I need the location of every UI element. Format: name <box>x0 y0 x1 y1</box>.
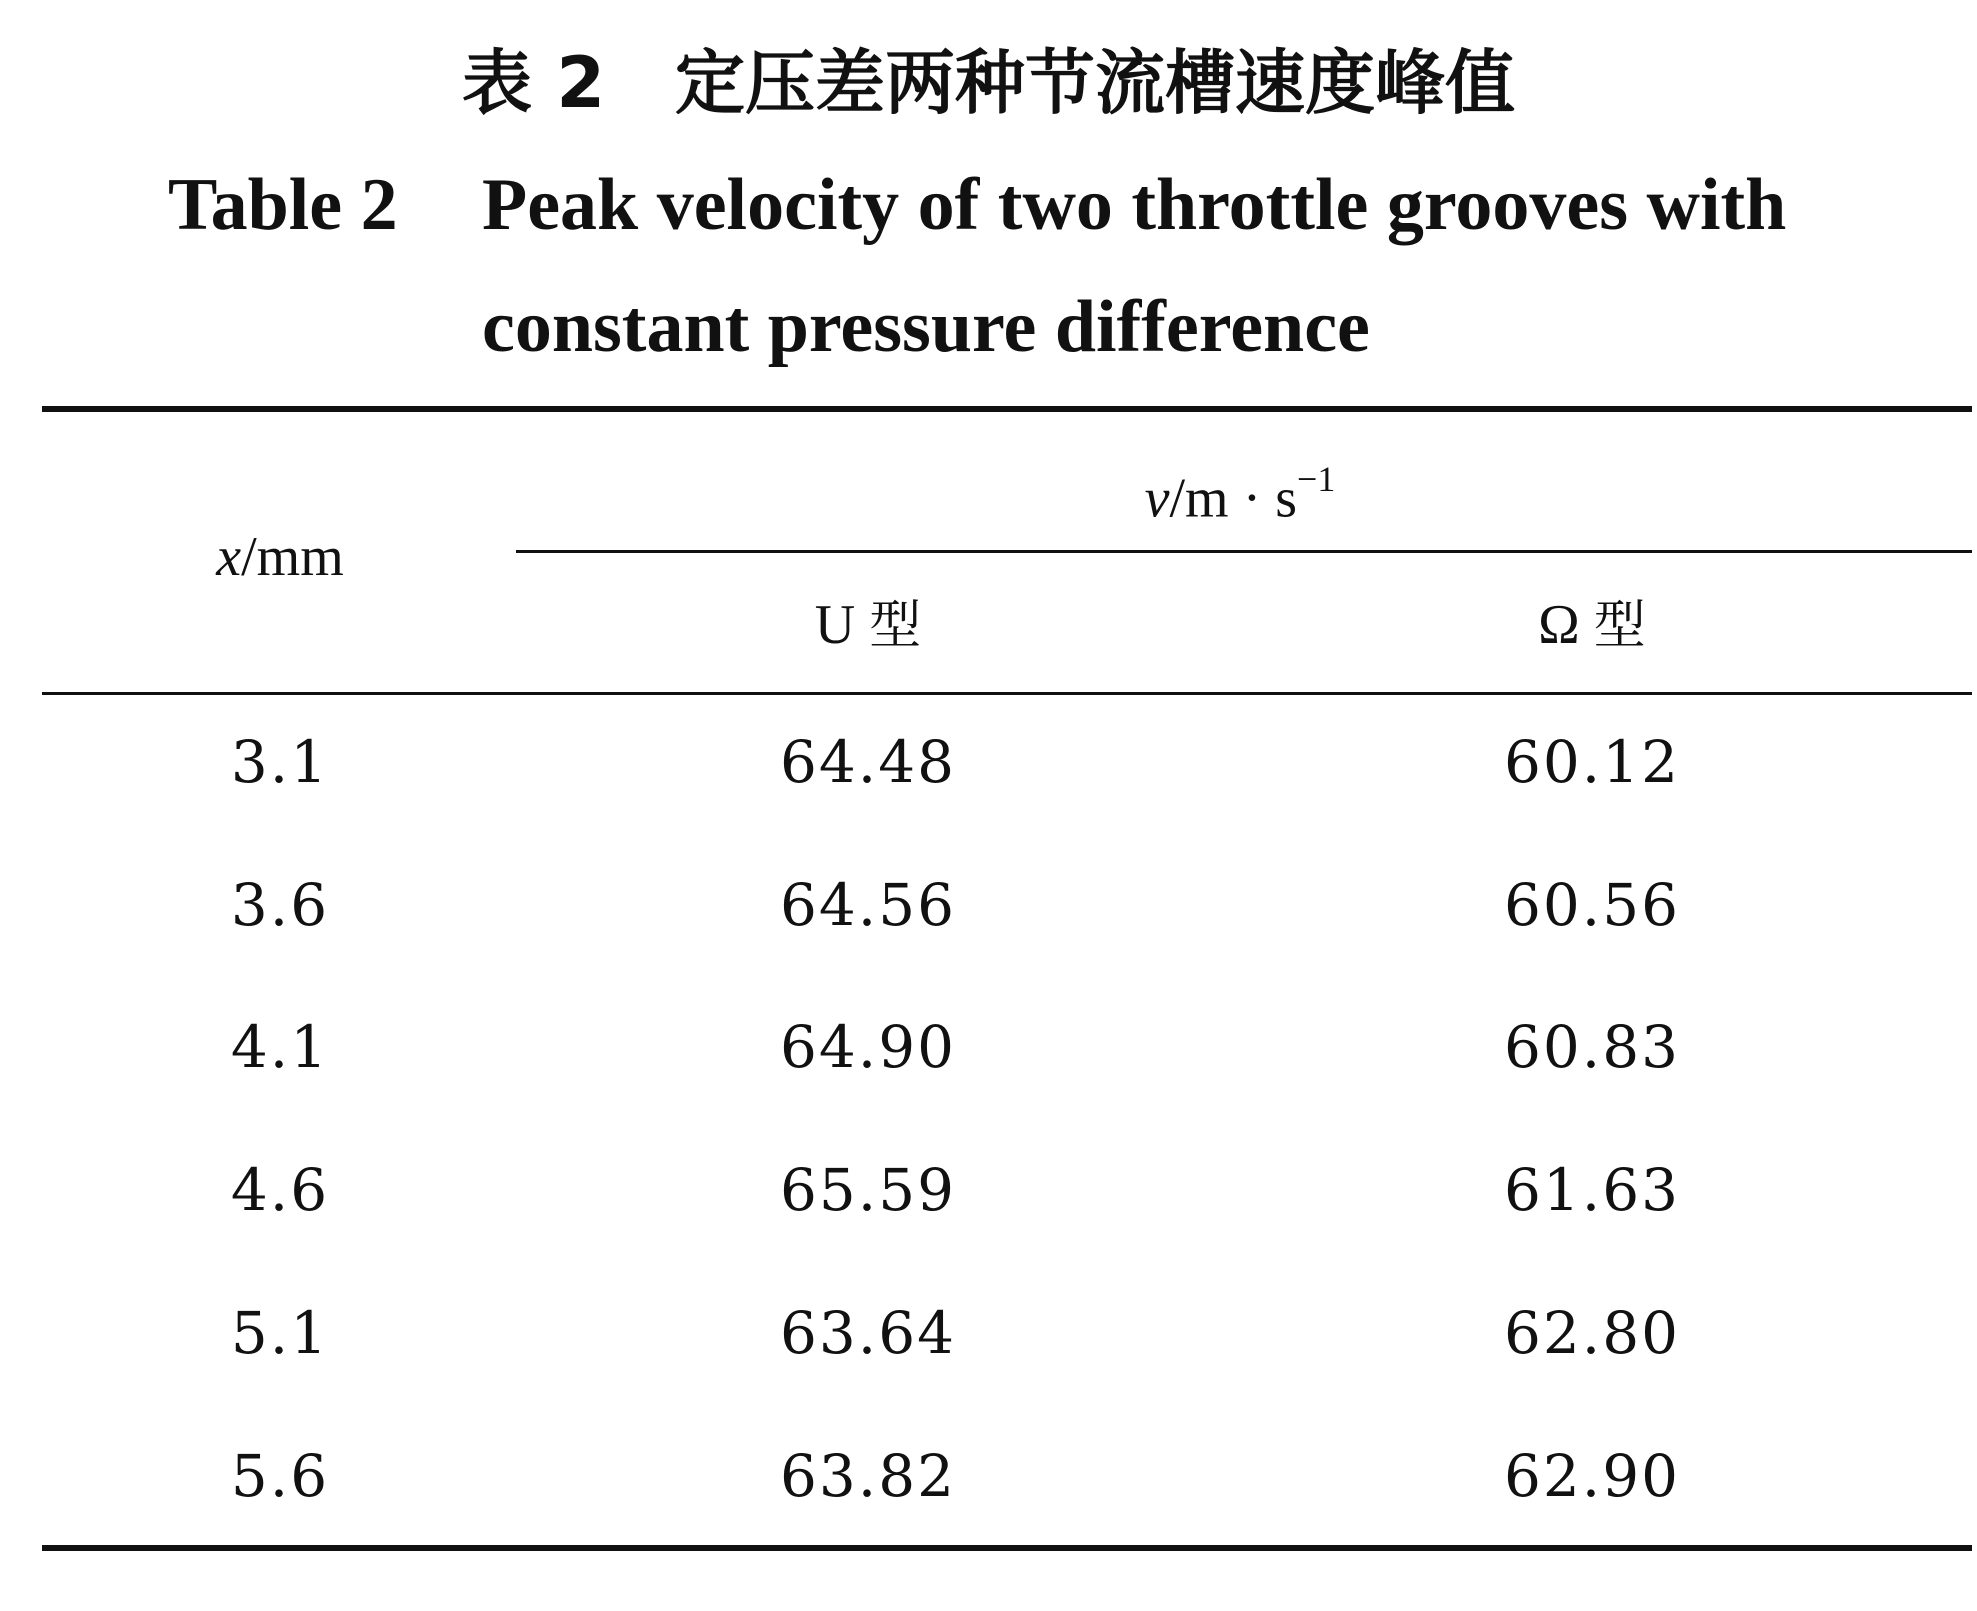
table-row <box>0 1007 1977 1087</box>
cell-omega-velocity: 62.80 <box>1503 1299 1681 1367</box>
cell-x: 3.6 <box>230 871 330 939</box>
header-u-letter: U <box>814 594 856 656</box>
cell-x: 5.1 <box>230 1299 330 1367</box>
cell-u-velocity: 63.82 <box>779 1442 957 1510</box>
table-header-rule <box>42 692 1972 695</box>
table-top-rule <box>42 406 1972 412</box>
caption-chinese: 表 2 定压差两种节流槽速度峰值 <box>461 42 1516 124</box>
header-v-exponent: −1 <box>1297 459 1336 499</box>
cell-u-velocity: 64.48 <box>779 728 957 796</box>
header-x-unit: /mm <box>241 526 344 588</box>
cell-omega-velocity: 61.63 <box>1503 1156 1681 1224</box>
header-u-type <box>668 590 1068 661</box>
header-x-mm <box>80 522 480 592</box>
caption-english-label: Table 2 <box>168 164 398 246</box>
header-x-variable: x <box>216 526 242 588</box>
header-v-variable: v <box>1144 467 1170 530</box>
cell-omega-velocity: 60.12 <box>1503 728 1681 796</box>
table-row <box>0 1293 1977 1373</box>
header-omega-suffix: 型 <box>1593 596 1646 656</box>
cell-omega-velocity: 60.56 <box>1503 871 1681 939</box>
table-bottom-rule <box>42 1545 1972 1551</box>
cell-x: 4.1 <box>230 1013 330 1081</box>
cell-omega-velocity: 62.90 <box>1503 1442 1681 1510</box>
caption-english-line-2: constant pressure difference <box>482 286 1370 368</box>
cell-omega-velocity: 60.83 <box>1503 1013 1681 1081</box>
table-row <box>0 1150 1977 1230</box>
table-row <box>0 865 1977 945</box>
cell-x: 3.1 <box>230 728 330 796</box>
header-omega-type <box>1392 590 1792 661</box>
table-row <box>0 1436 1977 1516</box>
table-header-sub-rule <box>516 550 1972 553</box>
header-u-suffix: 型 <box>869 596 922 656</box>
cell-u-velocity: 64.90 <box>779 1013 957 1081</box>
cell-u-velocity: 63.64 <box>779 1299 957 1367</box>
caption-english-line-1: Peak velocity of two throttle grooves with <box>482 164 1787 246</box>
header-velocity <box>700 450 1780 534</box>
table-row <box>0 722 1977 802</box>
cell-u-velocity: 65.59 <box>779 1156 957 1224</box>
header-v-unit: /m · s <box>1169 467 1298 530</box>
cell-x: 4.6 <box>230 1156 330 1224</box>
cell-u-velocity: 64.56 <box>779 871 957 939</box>
cell-x: 5.6 <box>230 1442 330 1510</box>
header-omega-letter: Ω <box>1538 594 1580 656</box>
